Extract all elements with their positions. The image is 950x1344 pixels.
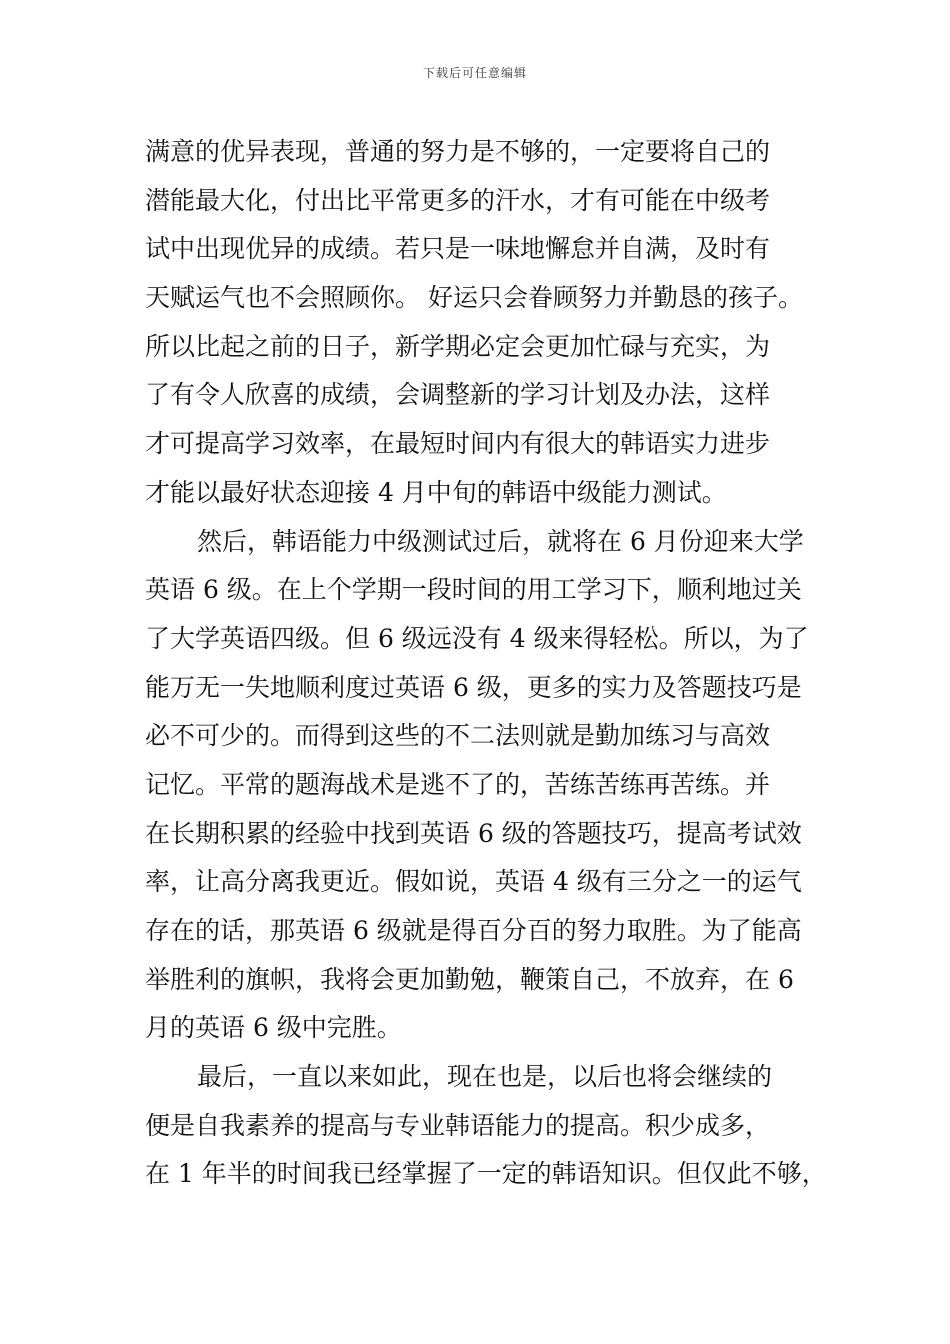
text-line: 天赋运气也不会照顾你。 好运只会眷顾努力并勤恳的孩子。 <box>145 283 803 313</box>
text-line: 所以比起之前的日子，新学期必定会更加忙碌与充实，为 <box>145 331 771 361</box>
text-line: 存在的话，那英语 6 级就是得百分百的努力取胜。为了能高 <box>145 916 802 945</box>
paragraph-start-line: 最后，一直以来如此，现在也是，以后也将会继续的 <box>197 1062 773 1092</box>
text-line: 英语 6 级。在上个学期一段时间的用工学习下，顺利地过关 <box>145 575 802 605</box>
text-line: 月的英语 6 级中完胜。 <box>145 1013 402 1043</box>
text-line: 必不可少的。而得到这些的不二法则就是勤加练习与高效 <box>145 721 771 751</box>
text-line: 才可提高学习效率，在最短时间内有很大的韩语实力进步 <box>145 429 771 459</box>
text-line: 满意的优异表现，普通的努力是不够的，一定要将自己的 <box>145 137 771 166</box>
text-line: 记忆。平常的题海战术是逃不了的，苦练苦练再苦练。并 <box>145 769 771 799</box>
text-line: 试中出现优异的成绩。若只是一味地懈怠并自满，及时有 <box>145 234 771 264</box>
text-line: 能万无一失地顺利度过英语 6 级，更多的实力及答题技巧是 <box>145 672 802 702</box>
text-line: 在 1 年半的时间我已经掌握了一定的韩语知识。但仅此不够， <box>145 1159 827 1189</box>
text-line: 了有令人欣喜的成绩，会调整新的学习计划及办法，这样 <box>145 380 771 410</box>
text-line: 在长期积累的经验中找到英语 6 级的答题技巧，提高考试效 <box>145 818 802 848</box>
text-line: 率，让高分离我更近。假如说，英语 4 级有三分之一的运气 <box>145 867 802 897</box>
text-line: 便是自我素养的提高与专业韩语能力的提高。积少成多， <box>145 1110 771 1140</box>
paragraph-start-line: 然后，韩语能力中级测试过后，就将在 6 月份迎来大学 <box>197 526 804 556</box>
text-line: 潜能最大化，付出比平常更多的汗水，才有可能在中级考 <box>145 185 771 215</box>
page-header: 下载后可任意编辑 <box>422 66 527 80</box>
text-line: 了大学英语四级。但 6 级远没有 4 级来得轻松。所以，为了 <box>145 623 809 653</box>
text-line: 才能以最好状态迎接 4 月中旬的韩语中级能力测试。 <box>145 477 727 507</box>
text-line: 举胜利的旗帜，我将会更加勤勉，鞭策自己，不放弃，在 6 <box>145 964 794 994</box>
body-text <box>145 128 825 1199</box>
